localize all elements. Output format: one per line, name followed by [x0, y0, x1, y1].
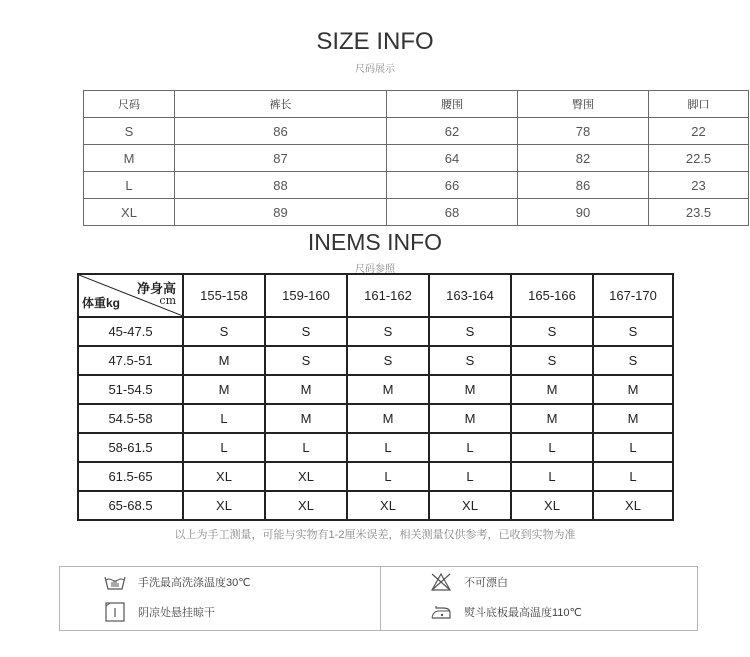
- table-cell: 64: [387, 145, 518, 172]
- weight-cell: 54.5-58: [78, 404, 183, 433]
- header-cell: 裤长: [175, 91, 387, 118]
- table-row: [78, 462, 673, 491]
- size-cell: L: [183, 404, 265, 433]
- size-cell: L: [593, 462, 673, 491]
- table-cell: 68: [387, 199, 518, 226]
- size-table-header: [84, 91, 749, 118]
- size-cell: S: [347, 346, 429, 375]
- size-cell: XL: [511, 491, 593, 520]
- table-cell: L: [84, 172, 175, 199]
- table-cell: 22.5: [649, 145, 749, 172]
- table-row: [84, 199, 749, 226]
- iron-icon: [430, 604, 452, 620]
- care-item-no-bleach: [430, 572, 508, 592]
- size-cell: L: [347, 433, 429, 462]
- size-cell: S: [593, 346, 673, 375]
- height-label: 净身高: [136, 281, 176, 296]
- weight-cell: 45-47.5: [78, 317, 183, 346]
- table-cell: 86: [175, 118, 387, 145]
- size-cell: S: [511, 317, 593, 346]
- table-row: [78, 433, 673, 462]
- size-cell: S: [429, 317, 511, 346]
- inems-info-subtitle: 尺码参照: [355, 264, 395, 275]
- weight-cell: 61.5-65: [78, 462, 183, 491]
- size-cell: L: [511, 462, 593, 491]
- size-cell: M: [265, 375, 347, 404]
- size-cell: XL: [429, 491, 511, 520]
- size-cell: L: [511, 433, 593, 462]
- hand-wash-icon: [104, 573, 126, 591]
- height-header: 163-164: [429, 274, 511, 317]
- table-row: [84, 172, 749, 199]
- care-dry-text: 阴凉处悬挂晾干: [138, 607, 215, 619]
- table-cell: 82: [518, 145, 649, 172]
- height-header: 159-160: [265, 274, 347, 317]
- size-info-title: SIZE INFO: [316, 28, 434, 55]
- size-cell: S: [265, 317, 347, 346]
- size-cell: S: [593, 317, 673, 346]
- size-cell: S: [347, 317, 429, 346]
- header-cell: 腰围: [387, 91, 518, 118]
- header-cell: 臀围: [518, 91, 649, 118]
- table-cell: 78: [518, 118, 649, 145]
- table-row: [78, 404, 673, 433]
- size-cell: M: [593, 404, 673, 433]
- table-cell: S: [84, 118, 175, 145]
- table-cell: 86: [518, 172, 649, 199]
- size-reference-table: [77, 273, 674, 521]
- inems-info-title: INEMS INFO: [307, 229, 443, 255]
- size-cell: XL: [183, 462, 265, 491]
- table-cell: 66: [387, 172, 518, 199]
- height-header: 161-162: [347, 274, 429, 317]
- size-cell: XL: [265, 462, 347, 491]
- table-row: [78, 346, 673, 375]
- line-dry-shade-icon: [104, 602, 126, 622]
- size-cell: M: [347, 404, 429, 433]
- size-cell: M: [511, 404, 593, 433]
- size-cell: M: [183, 346, 265, 375]
- care-item-wash: [104, 573, 251, 591]
- height-header: 165-166: [511, 274, 593, 317]
- table-row: [78, 375, 673, 404]
- size-cell: M: [429, 404, 511, 433]
- weight-cell: 65-68.5: [78, 491, 183, 520]
- no-bleach-icon: [430, 572, 452, 592]
- size-cell: XL: [347, 491, 429, 520]
- table-cell: 88: [175, 172, 387, 199]
- weight-cell: 58-61.5: [78, 433, 183, 462]
- size-cell: M: [511, 375, 593, 404]
- header-cell: 尺码: [84, 91, 175, 118]
- size-cell: S: [183, 317, 265, 346]
- table-cell: 22: [649, 118, 749, 145]
- size-cell: S: [265, 346, 347, 375]
- care-no-bleach-text: 不可漂白: [464, 577, 508, 589]
- size-cell: XL: [265, 491, 347, 520]
- weight-cell: 51-54.5: [78, 375, 183, 404]
- size-info-subtitle: 尺码展示: [355, 64, 395, 75]
- table-cell: XL: [84, 199, 175, 226]
- corner-cell: [78, 274, 183, 317]
- size-cell: L: [429, 433, 511, 462]
- height-header: 155-158: [183, 274, 265, 317]
- table-cell: 62: [387, 118, 518, 145]
- care-instructions-panel: [59, 566, 698, 631]
- size-cell: L: [265, 433, 347, 462]
- size-cell: L: [347, 462, 429, 491]
- size-cell: M: [429, 375, 511, 404]
- height-unit-label: cm: [159, 294, 176, 307]
- care-iron-text: 熨斗底板最高温度110℃: [464, 607, 582, 619]
- reference-header-row: [78, 274, 673, 317]
- table-cell: 23: [649, 172, 749, 199]
- size-cell: L: [593, 433, 673, 462]
- care-divider: [380, 567, 381, 630]
- table-row: [78, 491, 673, 520]
- table-row: [78, 317, 673, 346]
- table-cell: 87: [175, 145, 387, 172]
- size-cell: M: [265, 404, 347, 433]
- size-cell: S: [429, 346, 511, 375]
- size-cell: XL: [593, 491, 673, 520]
- table-row: [84, 118, 749, 145]
- care-item-dry: [104, 602, 215, 622]
- weight-label: 体重kg: [82, 296, 121, 310]
- size-cell: S: [511, 346, 593, 375]
- size-cell: L: [183, 433, 265, 462]
- care-item-iron: [430, 604, 582, 620]
- header-cell: 脚口: [649, 91, 749, 118]
- size-cell: L: [429, 462, 511, 491]
- size-cell: M: [347, 375, 429, 404]
- table-cell: 23.5: [649, 199, 749, 226]
- care-wash-text: 手洗最高洗涤温度30℃: [138, 577, 251, 589]
- table-cell: 89: [175, 199, 387, 226]
- weight-cell: 47.5-51: [78, 346, 183, 375]
- size-cell: M: [593, 375, 673, 404]
- measurement-note: 以上为手工测量，可能与实物有1-2厘米误差，相关测量仅供参考，已收到实物为准: [174, 529, 576, 541]
- size-cell: M: [183, 375, 265, 404]
- size-table: [83, 90, 749, 226]
- table-cell: 90: [518, 199, 649, 226]
- size-cell: XL: [183, 491, 265, 520]
- table-cell: M: [84, 145, 175, 172]
- height-header: 167-170: [593, 274, 673, 317]
- table-row: [84, 145, 749, 172]
